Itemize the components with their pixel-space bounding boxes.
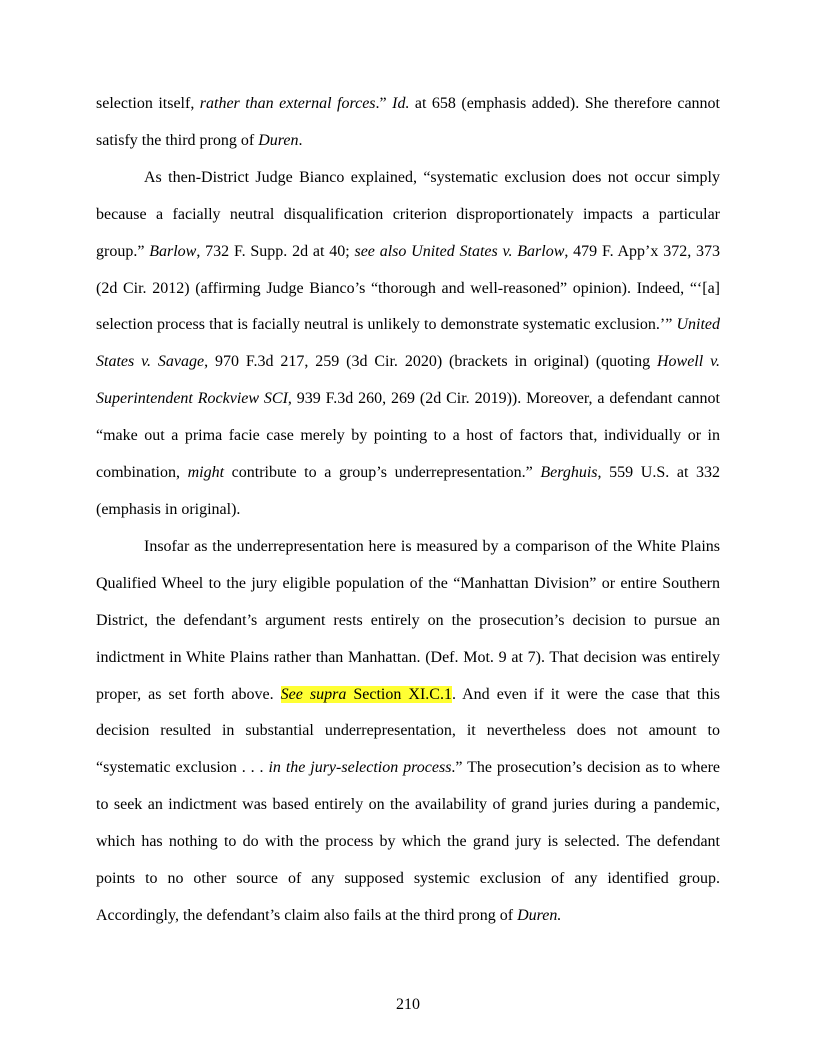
highlighted-citation: See supra Section XI.C.1 <box>280 685 452 703</box>
paragraph-3: Insofar as the underrepresentation here is measured by a comparison of the White Plains Qualified Wheel to the jury eligible population of the “Manhattan Division” or entire Southern District, the defendant’s argument rests entirely on the prosecution’s decision to pursue an indictment in White Plains rather than Manhattan. (Def. Mot. 9 at 7). That decision was entirely proper, as set forth above. See supra Section XI.C.1. And even if it were the case that this decision resulted in substantial underrepresentation, it nevertheless does not amount to “systematic exclusion . . . in the jury-selection process.” The prosecution’s decision as to where to seek an indictment was based entirely on the availability of grand juries during a pandemic, which has nothing to do with the process by which the grand jury is selected. The defendant points to no other source of any supposed systemic exclusion of any identified group. Accordingly, the defendant’s claim also fails at the third prong of Duren. <box>96 537 721 924</box>
paragraph-1: selection itself, rather than external forces.” Id. at 658 (emphasis added). She therefore cannot satisfy the third prong of Duren. <box>96 95 720 149</box>
document-body <box>96 86 720 935</box>
page-number: 210 <box>396 996 420 1013</box>
paragraph-2: As then-District Judge Bianco explained, “systematic exclusion does not occur simply because a facially neutral disqualification criterion disproportionately impacts a particular group.” Barlow, 732 F. Supp. 2d at 40; see also United States v. Barlow, 479 F. App’x 372, 373 (2d Cir. 2012) (affirming Judge Bianco’s “thorough and well-reasoned” opinion). Indeed, “‘[a] selection process that is facially neutral is unlikely to demonstrate systematic exclusion.’” United States v. Savage, 970 F.3d 217, 259 (3d Cir. 2020) (brackets in original) (quoting Howell v. Superintendent Rockview SCI, 939 F.3d 260, 269 (2d Cir. 2019)). Moreover, a defendant cannot “make out a prima facie case merely by pointing to a host of factors that, individually or in combination, might contribute to a group’s underrepresentation.” Berghuis, 559 U.S. at 332 (emphasis in original). <box>96 168 721 518</box>
